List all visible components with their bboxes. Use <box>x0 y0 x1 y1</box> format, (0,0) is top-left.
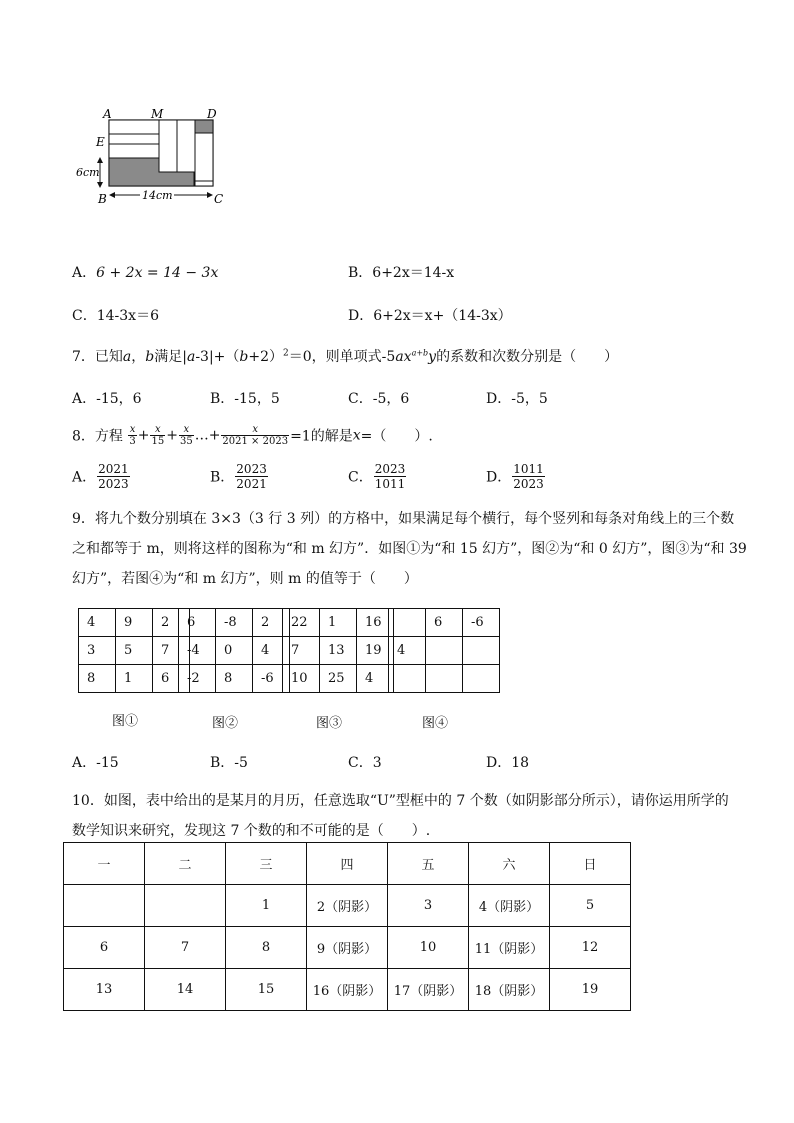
table-cell: 8 <box>216 665 253 693</box>
q6-option-a: A．6 + 2x = 14 − 3x <box>72 265 219 281</box>
q9-line-1: 9．将九个数分别填在 3×3（3 行 3 列）的方格中，如果满足每个横行，每个竖列和每条对角线上的三个数 <box>72 511 735 527</box>
q6-option-b: B．6+2x＝14-x <box>348 265 455 281</box>
label-B: B <box>98 192 107 206</box>
q9-option-d: D．18 <box>486 755 530 771</box>
rectangle-figure <box>74 104 234 208</box>
table-cell: 4（阴影） <box>469 885 550 927</box>
table-cell <box>145 885 226 927</box>
q8-option-c: C． $\frac{2023}{1011}$ <box>348 462 406 491</box>
table-cell: 4 <box>357 665 394 693</box>
table-cell: 9（阴影） <box>307 927 388 969</box>
q9-line-3: 幻方”，若图④为“和 m 幻方”，则 m 的值等于（ ） <box>72 571 418 587</box>
table-cell: 1 <box>320 609 357 637</box>
calendar-header-cell: 六 <box>469 843 550 885</box>
q9-option-c: C．3 <box>348 755 382 771</box>
table-cell: -2 <box>179 665 216 693</box>
table-cell: -6 <box>253 665 290 693</box>
table-cell <box>389 609 426 637</box>
table-cell: 7 <box>283 637 320 665</box>
table-cell: 4 <box>389 637 426 665</box>
magic-square-3 <box>282 608 394 693</box>
table-cell: 6 <box>426 609 463 637</box>
table-cell: 4 <box>253 637 290 665</box>
table-cell: 8 <box>226 927 307 969</box>
table-cell: 15 <box>226 969 307 1011</box>
caption-fig-2: 图② <box>212 716 239 731</box>
table-cell <box>389 665 426 693</box>
label-C: C <box>214 192 224 206</box>
table-cell: 18（阴影） <box>469 969 550 1011</box>
calendar-header-row <box>64 843 631 885</box>
caption-fig-1: 图① <box>112 714 139 729</box>
table-cell <box>463 637 500 665</box>
q10-line-1: 10．如图，表中给出的是某月的月历，任意选取“U”型框中的 7 个数（如阴影部分所示），请你运用所学的 <box>72 793 729 809</box>
q8-option-d: D． $\frac{1011}{2023}$ <box>486 462 544 491</box>
table-cell <box>463 665 500 693</box>
table-cell: 7 <box>153 637 190 665</box>
calendar-header-cell: 日 <box>550 843 631 885</box>
label-D: D <box>207 107 217 121</box>
q7-stem: 7．已知a，b满足$|a-3|+(b+2)^2=0$，则单项式$-5ax^{a+b}y$的系数和次数分别是（ ） <box>72 348 619 365</box>
table-cell <box>64 885 145 927</box>
table-cell: 10 <box>388 927 469 969</box>
q8-option-b: B． $\frac{2023}{2021}$ <box>210 462 267 491</box>
calendar-header-cell: 四 <box>307 843 388 885</box>
table-cell: -6 <box>463 609 500 637</box>
calendar-table <box>63 842 631 1011</box>
table-cell <box>426 637 463 665</box>
table-cell: 13 <box>320 637 357 665</box>
table-cell: 2（阴影） <box>307 885 388 927</box>
q8-stem: 8．方程 $\frac{x}{3}$ + $\frac{x}{15}$ + $\frac{x}{35}$ …+ $\frac{x}{2021 \times 2023}$ =1的解是x=（ ）. <box>72 424 433 447</box>
q9-option-a: A．-15 <box>72 755 119 771</box>
table-cell: 14 <box>145 969 226 1011</box>
table-cell: 3 <box>79 637 116 665</box>
label-14cm: 14cm <box>142 189 173 202</box>
table-cell: 9 <box>116 609 153 637</box>
table-cell: 3 <box>388 885 469 927</box>
q9-option-b: B．-5 <box>210 755 248 771</box>
q7-option-d: D．-5，5 <box>486 391 548 407</box>
table-cell: 22 <box>283 609 320 637</box>
table-cell <box>426 665 463 693</box>
calendar-row <box>64 927 631 969</box>
magic-square-4 <box>388 608 500 693</box>
table-cell: 2 <box>153 609 190 637</box>
table-cell: 1 <box>116 665 153 693</box>
table-cell: 16（阴影） <box>307 969 388 1011</box>
table-cell: -8 <box>216 609 253 637</box>
caption-fig-4: 图④ <box>422 716 449 731</box>
label-A: A <box>103 107 112 121</box>
table-cell: 19 <box>357 637 394 665</box>
q7-option-a: A．-15，6 <box>72 391 142 407</box>
q6-option-c: C．14-3x＝6 <box>72 308 159 324</box>
table-cell: -4 <box>179 637 216 665</box>
table-cell: 16 <box>357 609 394 637</box>
table-cell: 1 <box>226 885 307 927</box>
calendar-header-cell: 五 <box>388 843 469 885</box>
q9-line-2: 之和都等于 m，则将这样的图称为“和 m 幻方”．如图①为“和 15 幻方”，图②为“和 0 幻方”，图③为“和 39 <box>72 541 747 557</box>
calendar-row <box>64 969 631 1011</box>
table-cell: 0 <box>216 637 253 665</box>
calendar-row <box>64 885 631 927</box>
table-cell: 19 <box>550 969 631 1011</box>
q6-option-d: D．6+2x＝x+（14-3x） <box>348 308 512 324</box>
magic-square-2 <box>178 608 290 693</box>
magic-square-1 <box>78 608 190 693</box>
table-cell: 7 <box>145 927 226 969</box>
table-cell: 2 <box>253 609 290 637</box>
table-cell: 6 <box>64 927 145 969</box>
table-cell: 6 <box>179 609 216 637</box>
q7-option-c: C．-5，6 <box>348 391 410 407</box>
table-cell: 4 <box>79 609 116 637</box>
table-cell: 5 <box>550 885 631 927</box>
table-cell: 17（阴影） <box>388 969 469 1011</box>
label-E: E <box>96 135 105 149</box>
table-cell: 6 <box>153 665 190 693</box>
table-cell: 8 <box>79 665 116 693</box>
label-6cm: 6cm <box>76 166 100 179</box>
label-M: M <box>151 107 164 121</box>
calendar-header-cell: 一 <box>64 843 145 885</box>
table-cell: 11（阴影） <box>469 927 550 969</box>
calendar-header-cell: 三 <box>226 843 307 885</box>
table-cell: 5 <box>116 637 153 665</box>
q10-line-2: 数学知识来研究，发现这 7 个数的和不可能的是（ ）. <box>72 823 431 839</box>
q7-option-b: B．-15，5 <box>210 391 280 407</box>
table-cell: 25 <box>320 665 357 693</box>
table-cell: 13 <box>64 969 145 1011</box>
calendar-header-cell: 二 <box>145 843 226 885</box>
table-cell: 10 <box>283 665 320 693</box>
q8-option-a: A． $\frac{2021}{2023}$ <box>72 462 129 491</box>
table-cell: 12 <box>550 927 631 969</box>
caption-fig-3: 图③ <box>316 716 343 731</box>
